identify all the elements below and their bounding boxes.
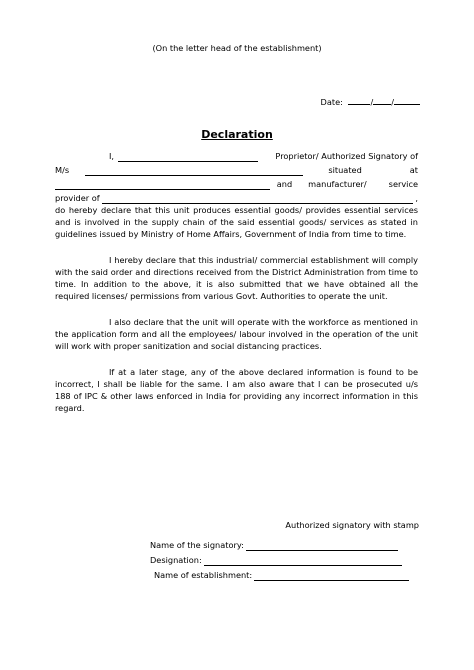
situated-text: situated [328,165,362,175]
document-title-text: Declaration [201,128,273,141]
date-label: Date: [320,97,343,107]
date-day-blank [348,96,370,105]
declaration-body [55,150,418,414]
designation-blank [204,556,402,566]
provider-text: provider of [55,193,100,203]
letterhead-note: (On the letter head of the establishment) [152,43,322,53]
line-address [55,178,418,190]
at-text: at [409,165,418,175]
manufacturer-text: manufacturer/ [308,179,367,189]
date-month-blank [373,96,391,105]
declarant-prefix: I, [109,151,115,161]
signature-title: Authorized signatory with stamp [285,520,419,530]
provider-comma: , [415,193,418,203]
line-provider [55,192,418,204]
firm-prefix: M/s [55,165,70,175]
paragraph-4: If at a later stage, any of the above declared information is found to be incorrect, I shall be liable for the same. I am also aware that I can be prosecuted u/s 188 of IPC & other laws enforced in India for providing any incorrect information in this regard. [55,367,418,413]
paragraph-3: I also declare that the unit will operate with the workforce as mentioned in the application form and all the employees/ labour involved in the operation of the unit will work with proper sanitization and social distancing practices. [55,317,418,351]
signatory-name-blank [246,541,398,551]
date-line [321,96,420,108]
firm-name-blank [85,166,303,176]
date-year-blank [394,96,420,105]
establishment-row [154,569,409,581]
date-separator-1: / [370,97,374,107]
declarant-role: Proprietor/ Authorized Signatory of [275,151,418,161]
and-text: and [276,179,293,189]
address-blank [55,180,270,190]
establishment-blank [254,571,409,581]
document-title [0,129,474,141]
line-declarant [55,150,418,162]
declarant-name-blank [118,152,258,162]
service-text: service [388,179,418,189]
designation-label: Designation: [150,555,202,565]
designation-row [150,554,402,566]
signatory-name-label: Name of the signatory: [150,540,244,550]
date-separator-2: / [391,97,394,107]
paragraph-1-rest: do hereby declare that this unit produces essential goods/ provides essential services and is involved in the supply chain of the said essential goods/ services as stated in guidelines issued by Ministry of Home Affairs, Government of India from time to time. [55,205,418,239]
signatory-name-row [150,539,398,551]
line-firm [55,164,418,176]
paragraph-2: I hereby declare that this industrial/ commercial establishment will comply with the said order and directions received from the District Administration from time to time. In addition to the above, it is also submitted that we have obtained all the required licenses/ permissions from various Govt. Authorities to operate the unit. [55,255,418,301]
provider-blank [102,194,414,204]
establishment-label: Name of establishment: [154,570,253,580]
